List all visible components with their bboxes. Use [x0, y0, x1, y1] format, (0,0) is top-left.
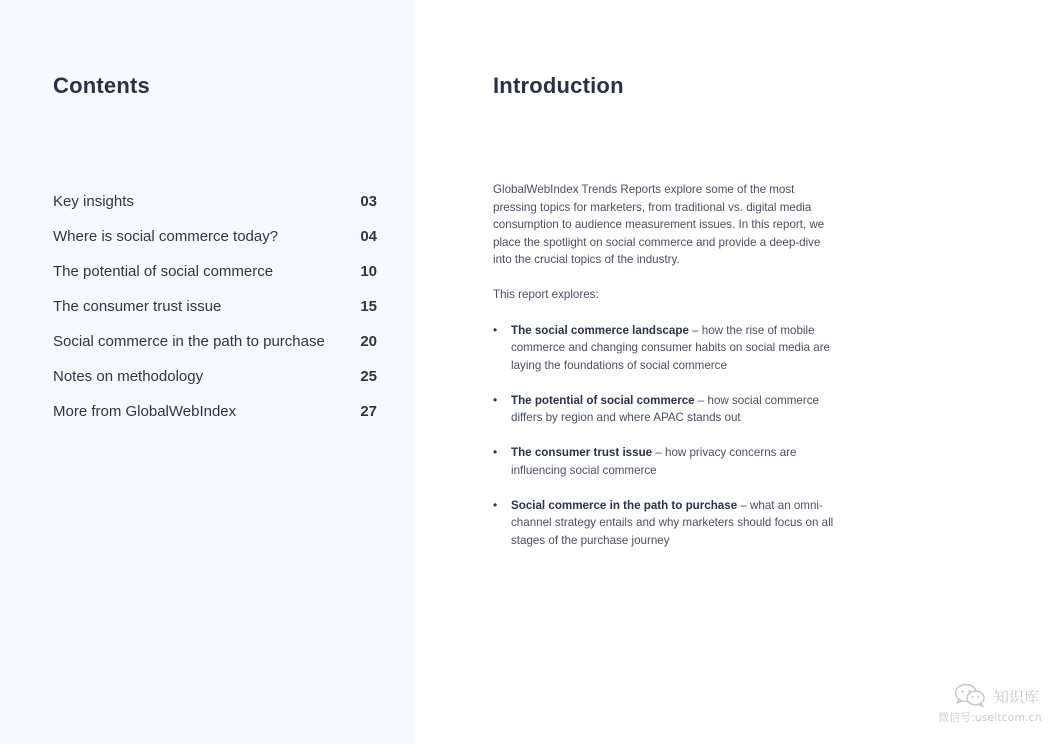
introduction-paragraph: GlobalWebIndex Trends Reports explore some of the most pressing topics for marketers, from traditional vs. digital media consumption to audience measurement issues. In this report, we place the spotlight on social commerce and provide a deep-dive into the crucial topics of the industry. [493, 183, 825, 266]
list-item [493, 497, 835, 550]
toc-item-page-number: 15 [360, 298, 377, 315]
list-item-title: The potential of social commerce [511, 393, 695, 407]
toc-item-notes-on-methodology[interactable] [53, 359, 377, 394]
list-item [493, 322, 835, 375]
toc-item-page-number: 27 [360, 403, 377, 420]
paragraph-spacer [493, 269, 835, 287]
contents-title: Contents [53, 73, 150, 98]
list-item [493, 392, 835, 427]
explores-label: This report explores: [493, 288, 599, 301]
bullet-icon: • [493, 497, 498, 512]
toc-item-page-number: 04 [360, 228, 377, 245]
watermark-brand: 知识库 [994, 688, 1040, 706]
list-item-text: – what an omni-channel strategy entails and why marketers should focus on all stages of the purchase journey [511, 498, 834, 547]
wechat-watermark [936, 682, 1048, 726]
list-item-text: – how social commerce differs by region and where APAC stands out [511, 393, 819, 424]
toc-item-page-number: 25 [360, 368, 377, 385]
list-item-title: The consumer trust issue [511, 446, 653, 459]
toc-item-page-number: 20 [360, 333, 377, 350]
list-item-title: Social commerce in the path to purchase [511, 498, 738, 512]
watermark-account: 微信号:useitcom.cn [938, 711, 1042, 724]
toc-item-label: The consumer trust issue [53, 298, 222, 315]
contents-panel [0, 0, 415, 744]
list-item-title: The social commerce landscape [511, 323, 689, 337]
toc-item-consumer-trust-issue[interactable] [53, 289, 377, 324]
introduction-body [493, 181, 835, 567]
list-item-text: – how privacy concerns are influencing social commerce [511, 446, 797, 477]
toc-item-label: Where is social commerce today? [53, 228, 279, 245]
introduction-panel [415, 0, 1052, 744]
table-of-contents [53, 184, 377, 429]
toc-item-where-is-social-commerce-today[interactable] [53, 219, 377, 254]
toc-item-potential-of-social-commerce[interactable] [53, 254, 377, 289]
toc-item-label: Key insights [53, 193, 134, 210]
toc-item-page-number: 03 [360, 193, 377, 210]
toc-item-path-to-purchase[interactable] [53, 324, 377, 359]
bullet-icon: • [493, 322, 498, 337]
toc-item-label: Social commerce in the path to purchase [53, 333, 325, 350]
bullet-icon: • [493, 445, 498, 459]
toc-item-page-number: 10 [360, 263, 377, 280]
toc-item-more-from-globalwebindex[interactable] [53, 394, 377, 429]
list-item [493, 444, 835, 479]
bullet-icon: • [493, 392, 498, 407]
toc-item-label: The potential of social commerce [53, 263, 274, 280]
introduction-title: Introduction [493, 73, 624, 98]
toc-item-key-insights[interactable] [53, 184, 377, 219]
toc-item-label: Notes on methodology [53, 368, 204, 385]
wechat-icon [954, 682, 986, 708]
explores-list [493, 322, 835, 550]
toc-item-label: More from GlobalWebIndex [53, 403, 237, 420]
list-item-text: – how the rise of mobile commerce and changing consumer habits on social media are laying the foundations of social commerce [511, 323, 830, 372]
